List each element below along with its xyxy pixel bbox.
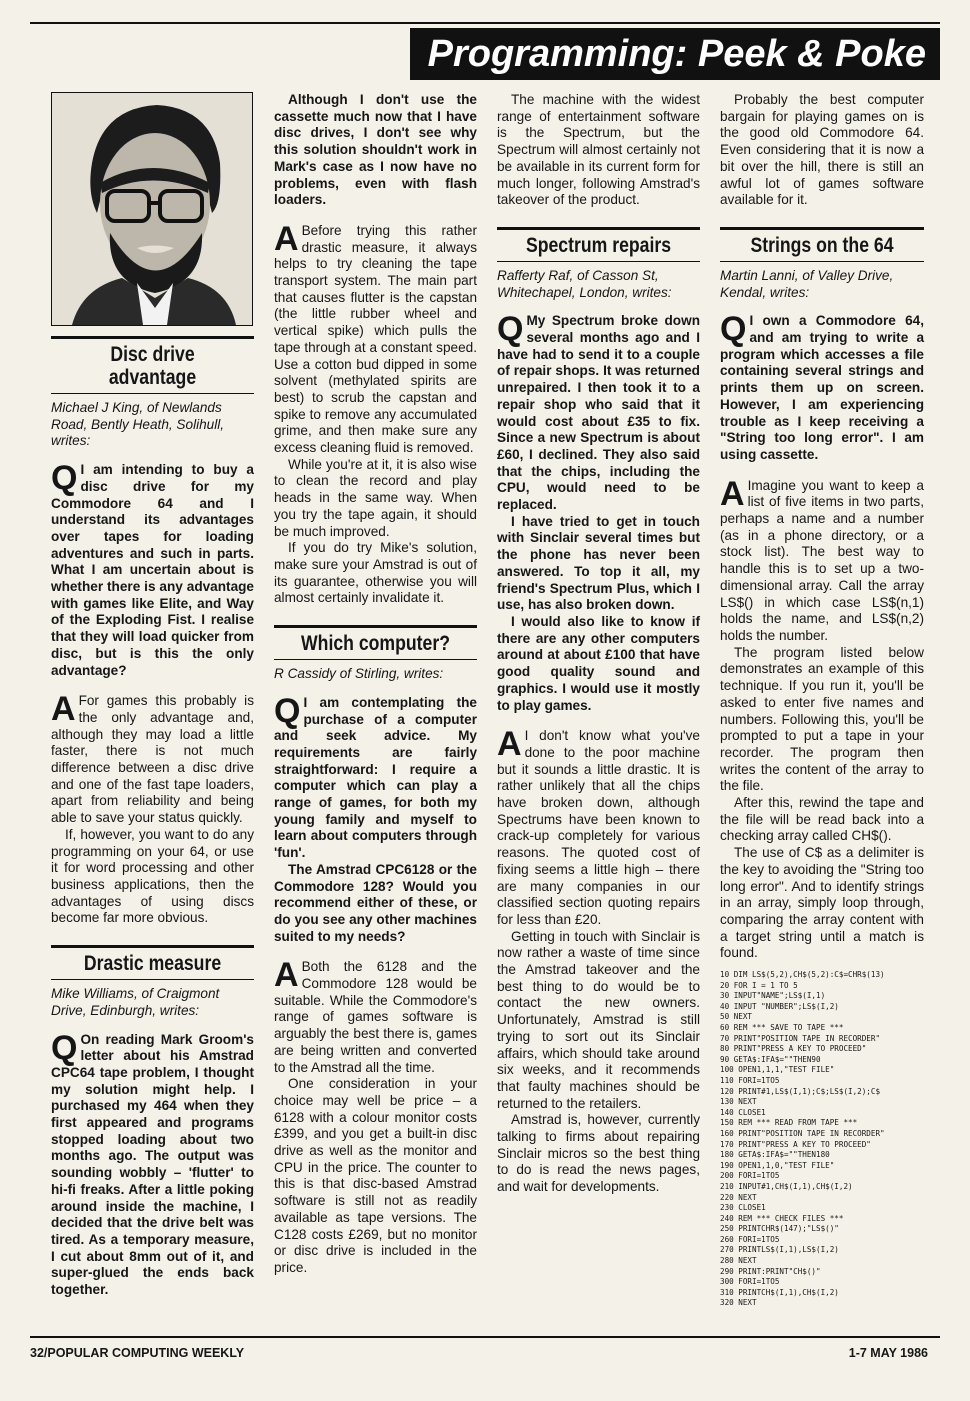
- byline-strings: Martin Lanni, of Valley Drive, Kendal, writes:: [720, 267, 894, 300]
- heading-strings: Strings on the 64: [750, 233, 894, 257]
- code-line: 10 DIM LS$(5,2),CH$(5,2):C$=CHR$(13): [720, 970, 885, 980]
- question-disc: Q I am intending to buy a disc drive for my Commodore 64 and I understand its advantages over tapes for loading adventures and such in parts. What I am uncertain about is whether there is any advantage with games like Elite, and Way of the Exploding Fist. I realise that they will load quicker from disc, but is this the only advantage?: [51, 459, 254, 678]
- heading-spectrum: Spectrum repairs: [525, 233, 672, 257]
- question-which-2: The Amstrad CPC6128 or the Commodore 128? Would you recommend either of these, or do you see any other machines suited to my needs?: [274, 861, 477, 944]
- code-line: 150 REM *** READ FROM TAPE ***: [720, 1118, 858, 1128]
- answer-spectrum-1: A I don't know what you've done to the poor machine but it sounds a little drastic. It is rather unlikely that all the chips have broken down, although Spectrums have been known to crack-up completely for various reasons. The quoted cost of fixing seems a little high – there are many companies in our classified section quoting repairs for less than £20.: [497, 725, 700, 927]
- code-line: 310 PRINTCH$(I,1),CH$(I,2): [720, 1287, 839, 1297]
- code-line: 170 PRINT"PRESS A KEY TO PROCEED": [720, 1139, 871, 1149]
- code-line: 200 FORI=1TO5: [720, 1171, 780, 1181]
- code-line: 20 FOR I = 1 TO 5: [720, 980, 798, 990]
- code-line: 140 CLOSE1: [720, 1107, 766, 1117]
- program-listing: [720, 970, 924, 1309]
- answer-spectrum-4: Probably the best computer bargain for playing games on is the good old Commodore 64. Even considering that it is now a bit over the hill, there is still an awful lot of games software available for it.: [720, 92, 924, 208]
- footer-rule: [30, 1336, 940, 1338]
- code-line: 230 CLOSE1: [720, 1203, 766, 1213]
- answer-disc-2: If, however, you want to do any programming on your 64, or use it for word processing and other business applications, then the advantages of using discs become far more obvious.: [51, 826, 254, 926]
- top-rule: [30, 22, 940, 24]
- heading-rule: [51, 336, 254, 339]
- heading-rule: [497, 261, 700, 262]
- footer-date: 1-7 MAY 1986: [848, 1346, 928, 1360]
- column-3: [497, 92, 700, 1196]
- heading-rule: [51, 393, 254, 394]
- column-2-body: [274, 92, 477, 1277]
- code-line: 300 FORI=1TO5: [720, 1277, 780, 1287]
- answer-strings-2: The program listed below demonstrates an example of this technique. If you run it, you'll be asked to enter five names and numbers. Following this, you'll be prompted to put a tape in your recorder. The program then writes the content of the array to the file.: [720, 644, 924, 794]
- heading-rule: [51, 945, 254, 948]
- answer-drastic-3: If you do try Mike's solution, make sure your Amstrad is out of its guarantee, otherwise you will almost certainly invalidate it.: [274, 540, 477, 606]
- question-strings: Q I own a Commodore 64, and am trying to write a program which accesses a file containing several strings and prints them up on screen. However, I am experiencing trouble as I keep receiving a "String too long error". I am using cassette.: [720, 310, 924, 462]
- heading-rule: [274, 625, 477, 628]
- column-4: [720, 92, 924, 1309]
- code-line: 290 PRINT:PRINT"CH$()": [720, 1266, 821, 1276]
- code-line: 130 NEXT: [720, 1097, 757, 1107]
- answer-drastic-1: A Before trying this rather drastic measure, it always helps to try cleaning the tape transport system. The main part that causes flutter is the capstan (the little rubber wheel and vertical spike) which pulls the tape through at a constant speed. Use a cotton bud dipped in some solvent (methylated spirits are best) to scrub the capstan and spike to remove any accumulated grime, and then make sure any excess cleaning fluid is removed.: [274, 219, 477, 456]
- answer-spectrum-2: Getting in touch with Sinclair is now rather a waste of time since the Amstrad takeover and the best thing to do would be to contact the new owners. Unfortunately, Amstrad is still trying to sort out its Sinclair affairs, which should take around six weeks, and it recommends that faulty machines should be returned to the retailers.: [497, 928, 700, 1111]
- question-drastic-1: Q On reading Mark Groom's letter about his Amstrad CPC64 tape problem, I thought my solution might help. I purchased my 464 when they first appeared and programs stopped loading about two months ago. The output was sounding wobbly – 'flutter' to hi-fi freaks. After a little poking around inside the machine, I decided that the drive belt was tired. As a temporary measure, I cut about 8mm out of it, and super-glued the ends back together.: [51, 1028, 254, 1298]
- code-line: 50 NEXT: [720, 1012, 753, 1022]
- code-line: 30 INPUT"NAME";LS$(I,1): [720, 991, 826, 1001]
- heading-which: Which computer?: [301, 632, 450, 656]
- heading-rule: [720, 261, 924, 262]
- byline-spectrum: Rafferty Raf, of Casson St, Whitechapel, London, writes:: [497, 267, 672, 300]
- byline-which: R Cassidy of Stirling, writes:: [274, 666, 444, 682]
- code-line: 110 FORI=1TO5: [720, 1075, 780, 1085]
- question-drastic-2: Although I don't use the cassette much now that I have disc drives, I don't see why this solution shouldn't work in Mark's case as I now have no problems, even with flash loaders.: [274, 92, 477, 208]
- byline-drastic: Mike Williams, of Craigmont Drive, Edinburgh, writes:: [51, 986, 220, 1018]
- code-line: 90 GETA$:IFA$=""THEN90: [720, 1054, 821, 1064]
- question-spectrum-3: I would also like to know if there are any other computers around at about £100 that have good quality sound and graphics. I would use it mostly to play games.: [497, 613, 700, 713]
- column-1: [51, 92, 254, 1299]
- code-line: 70 PRINT"POSITION TAPE IN RECORDER": [720, 1033, 881, 1043]
- code-line: 100 OPEN1,1,1,"TEST FILE": [720, 1065, 835, 1075]
- code-line: 180 GETA$:IFA$=""THEN180: [720, 1150, 830, 1160]
- question-spectrum-2: I have tried to get in touch with Sinclair several times but the phone has never been answered. To top it all, my friend's Spectrum Plus, which I use, has also broken down.: [497, 513, 700, 613]
- code-line: 60 REM *** SAVE TO TAPE ***: [720, 1023, 844, 1033]
- heading-rule: [720, 227, 924, 230]
- heading-rule: [51, 979, 254, 980]
- code-line: 120 PRINT#1,LS$(I,1);C$;LS$(I,2);C$: [720, 1086, 881, 1096]
- answer-spectrum-3: Amstrad is, however, currently talking to firms about repairing Sinclair micros so the best thing to do is read the news pages, and wait for developments.: [497, 1112, 700, 1195]
- answer-disc-1: A For games this probably is the only advantage and, although they may load a little faster, there is not much difference between a disc drive and one of the fast tape loaders, apart from reliability and being able to save your status quickly.: [51, 690, 254, 826]
- code-line: 210 INPUT#1,CH$(I,1),CH$(I,2): [720, 1181, 853, 1191]
- answer-which-2: One consideration in your choice may well be price – a 6128 with a colour monitor costs £399, and you get a built-in disc drive as well as the monitor and CPU in the price. The counter to this is that disc-based Amstrad software is still not as readily available as tape versions. The C128 costs £269, but no monitor or disc drive is included in the price.: [274, 1076, 477, 1275]
- code-line: 250 PRINTCHR$(147);"LS$()": [720, 1224, 839, 1234]
- heading-rule: [497, 227, 700, 230]
- heading-drastic: Drastic measure: [83, 952, 222, 976]
- portrait-illustration: [52, 93, 252, 325]
- answer-which-3: The machine with the widest range of entertainment software is the Spectrum, but the Spectrum will almost certainly not be available in its current form for much longer, following Amstrad's takeover of the product.: [497, 92, 700, 208]
- code-line: 220 NEXT: [720, 1192, 757, 1202]
- code-line: 260 FORI=1TO5: [720, 1234, 780, 1244]
- code-line: 160 PRINT"POSITION TAPE IN RECORDER": [720, 1128, 885, 1138]
- code-line: 190 OPEN1,1,0,"TEST FILE": [720, 1160, 835, 1170]
- heading-rule: [274, 659, 477, 660]
- question-which-1: Q I am contemplating the purchase of a computer and seek advice. My requirements are fairly straightforward: I require a computer which can play a range of games, for both my young family and myself to learn about computers through 'fun'.: [274, 691, 477, 861]
- code-line: 320 NEXT: [720, 1298, 757, 1308]
- code-line: 40 INPUT "NUMBER";LS$(I,2): [720, 1001, 839, 1011]
- code-line: 80 PRINT"PRESS A KEY TO PROCEED": [720, 1044, 867, 1054]
- footer-page-label: 32/POPULAR COMPUTING WEEKLY: [30, 1346, 245, 1360]
- author-photo: [51, 92, 253, 326]
- answer-strings-1: A Imagine you want to keep a list of five items in two parts, perhaps a name and a number (as in a phone directory, or a stock list). The best way to handle this is to set up a two-dimensional array. Call the array LS$() in which case LS$(n,1) holds the name, and LS$(n,2) holds the number.: [720, 474, 924, 643]
- heading-disc-drive: Disc drive advantage: [108, 343, 197, 389]
- question-spectrum-1: Q My Spectrum broke down several months ago and I have had to send it to a couple of repair shops. It was returned unrepaired. I then took it to a repair shop who said that it would cost about £35 to fix. Since a new Spectrum is about £60, I declined. They also said that the chips, including the CPU, would need to be replaced.: [497, 310, 700, 513]
- answer-strings-4: The use of C$ as a delimiter is the key to avoiding the "String too long error". And to identify strings in an array, simply loop through, comparing the array content with a target string until a match is found.: [720, 845, 924, 961]
- code-line: 280 NEXT: [720, 1256, 757, 1266]
- code-line: 270 PRINTLS$(I,1),LS$(I,2): [720, 1245, 839, 1255]
- answer-drastic-2: While you're at it, it is also wise to clean the record and play heads in the same way. When you try the tape again, it should be much improved.: [274, 456, 477, 539]
- code-line: 240 REM *** CHECK FILES ***: [720, 1213, 844, 1223]
- section-banner: Programming: Peek & Poke: [410, 28, 940, 80]
- byline-disc: Michael J King, of Newlands Road, Bently Heath, Solihull, writes:: [51, 400, 225, 449]
- answer-strings-3: After this, rewind the tape and the file will be read back into a checking array called CH$().: [720, 795, 924, 844]
- answer-which-1: A Both the 6128 and the Commodore 128 would be suitable. While the Commodore's range of games software is arguably the best there is, games are being written and converted to the Amstrad all the time.: [274, 956, 477, 1075]
